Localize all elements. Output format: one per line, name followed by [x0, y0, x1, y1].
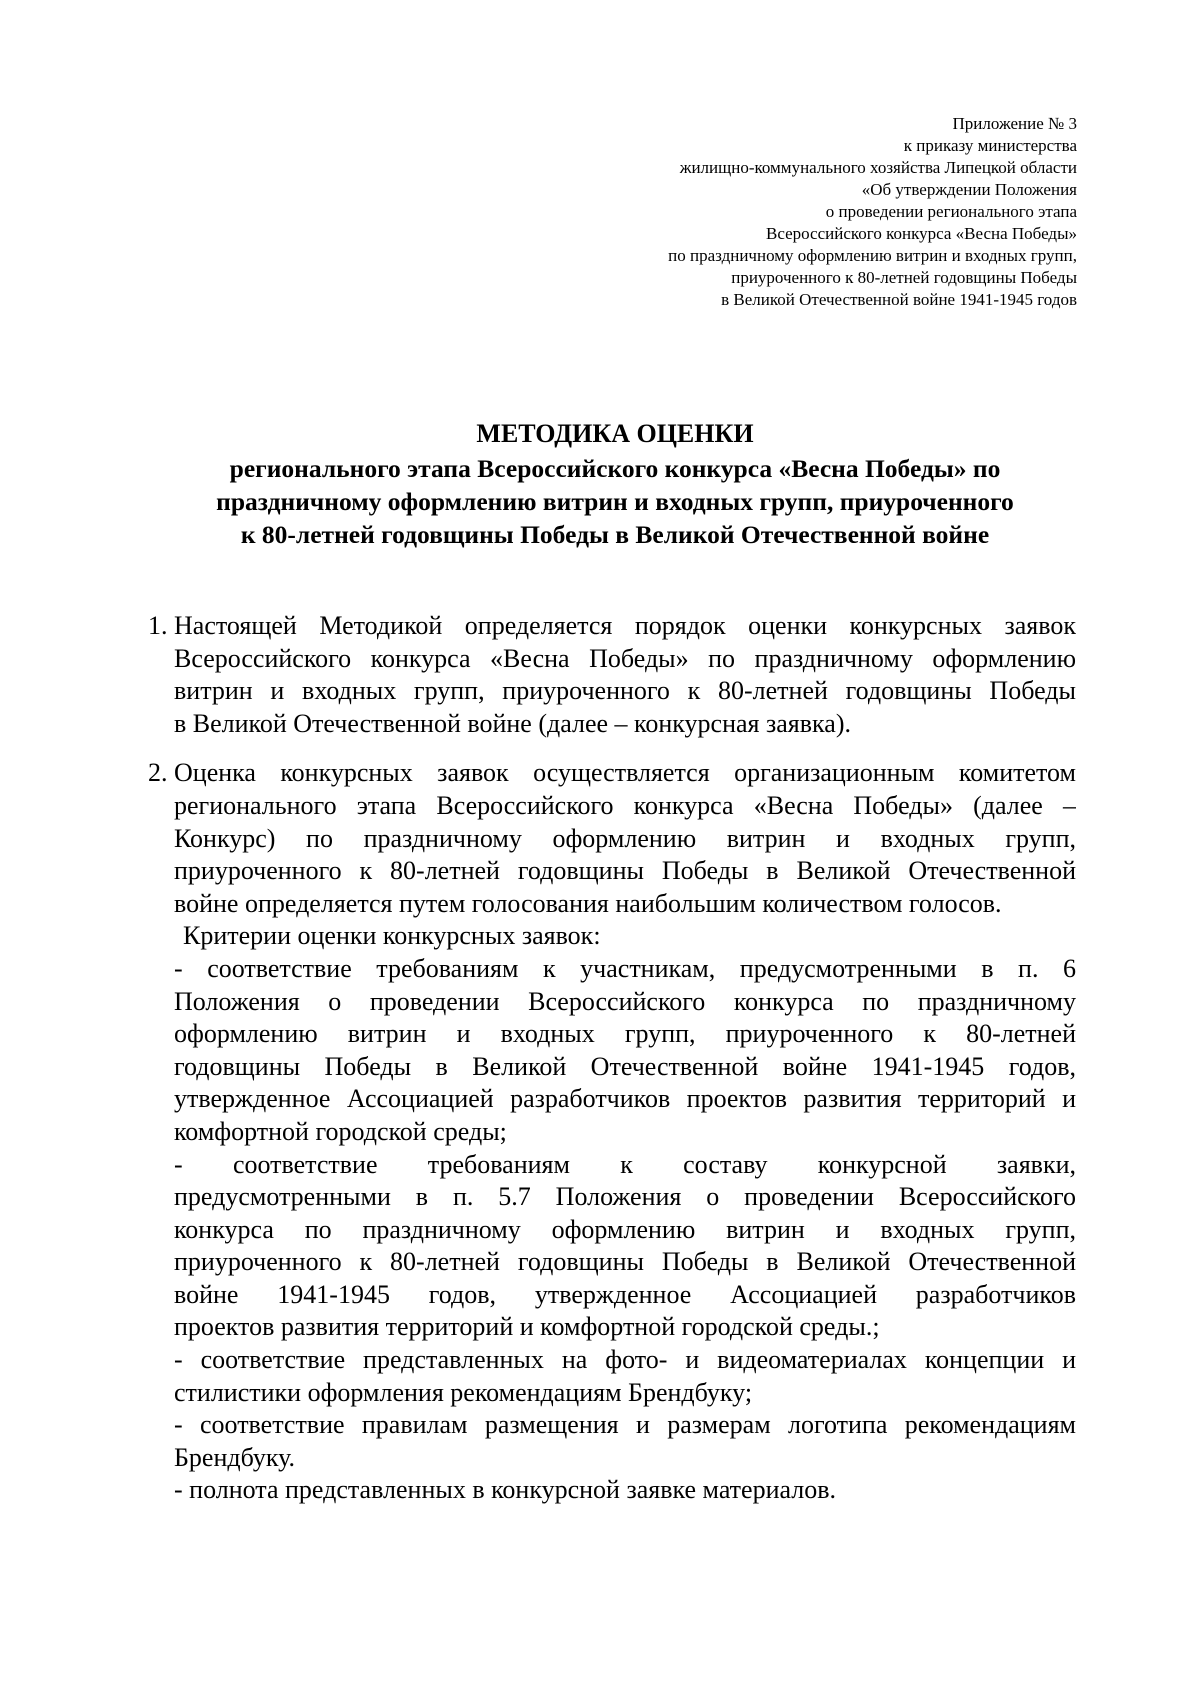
criterion-line: - соответствие представленных на фото- и видеоматериалах концепции и [174, 1345, 1076, 1375]
appendix-line: о проведении регионального этапа [825, 202, 1077, 221]
appendix-line: в Великой Отечественной войне 1941-1945 годов [721, 290, 1077, 309]
criterion-line: - полнота представленных в конкурсной заявке материалов. [174, 1475, 837, 1505]
body-line: регионального этапа Всероссийского конкурса «Весна Победы» (далее – [174, 790, 1076, 820]
criterion-line: - соответствие правилам размещения и размерам логотипа рекомендациям [174, 1410, 1076, 1440]
document-title [150, 418, 1080, 551]
numbered-item-1 [148, 610, 1076, 740]
appendix-line: по праздничному оформлению витрин и входных групп, [668, 246, 1077, 265]
body-line: Конкурс) по праздничному оформлению витрин и входных групп, [174, 823, 1076, 853]
item-number: 2. [148, 758, 168, 788]
appendix-line: Приложение № 3 [952, 114, 1077, 133]
body-line: приуроченного к 80-летней годовщины Победы в Великой Отечественной [174, 856, 1076, 886]
appendix-line: к приказу министерства [903, 136, 1077, 155]
criterion-line: стилистики оформления рекомендациям Брендбуку; [174, 1377, 753, 1407]
criteria-heading: Критерии оценки конкурсных заявок: [183, 921, 601, 951]
criterion-line: комфортной городской среды; [174, 1116, 507, 1146]
criterion-line: - соответствие требованиям к составу конкурсной заявки, [174, 1149, 1076, 1179]
criterion-line: конкурса по праздничному оформлению витрин и входных групп, [174, 1214, 1076, 1244]
appendix-line: Всероссийского конкурса «Весна Победы» [766, 224, 1077, 243]
body-line: Оценка конкурсных заявок осуществляется организационным комитетом [174, 758, 1076, 788]
appendix-line: приуроченного к 80-летней годовщины Победы [731, 268, 1077, 287]
criterion-line: оформлению витрин и входных групп, приуроченного к 80-летней [174, 1019, 1076, 1049]
title-subtitle-line: к 80-летней годовщины Победы в Великой Отечественной войне [240, 520, 990, 549]
criterion-line: Брендбуку. [174, 1442, 296, 1472]
criterion-line: Положения о проведении Всероссийского конкурса по праздничному [174, 986, 1076, 1016]
criterion-line: войне 1941-1945 годов, утвержденное Ассоциацией разработчиков [174, 1279, 1076, 1309]
appendix-line: жилищно-коммунального хозяйства Липецкой области [679, 158, 1077, 177]
body-line: Всероссийского конкурса «Весна Победы» по праздничному оформлению [174, 643, 1076, 673]
appendix-header [457, 113, 1077, 311]
criterion-line: проектов развития территорий и комфортной городской среды.; [174, 1312, 880, 1342]
criterion-line: приуроченного к 80-летней годовщины Победы в Великой Отечественной [174, 1247, 1076, 1277]
item-number: 1. [148, 611, 168, 640]
title-subtitle-line: регионального этапа Всероссийского конкурса «Весна Победы» по [229, 454, 1001, 483]
criterion-line: утвержденное Ассоциацией разработчиков проектов развития территорий и [174, 1084, 1076, 1114]
body-line: Настоящей Методикой определяется порядок оценки конкурсных заявок [174, 611, 1076, 640]
criterion-line: предусмотренными в п. 5.7 Положения о проведении Всероссийского [174, 1182, 1076, 1212]
criterion-line: годовщины Победы в Великой Отечественной войне 1941-1945 годов, [174, 1051, 1076, 1081]
appendix-line: «Об утверждении Положения [861, 180, 1077, 199]
body-line: в Великой Отечественной войне (далее – конкурсная заявка). [174, 708, 851, 738]
title-main: МЕТОДИКА ОЦЕНКИ [476, 419, 754, 448]
body-line: войне определяется путем голосования наибольшим количеством голосов. [174, 888, 1002, 918]
criterion-line: - соответствие требованиям к участникам, предусмотренными в п. 6 [174, 953, 1076, 983]
numbered-item-2 [148, 757, 1076, 1507]
title-subtitle-line: праздничному оформлению витрин и входных групп, приуроченного [216, 487, 1014, 516]
body-line: витрин и входных групп, приуроченного к 80-летней годовщины Победы [174, 676, 1076, 706]
document-body [148, 610, 1076, 1507]
